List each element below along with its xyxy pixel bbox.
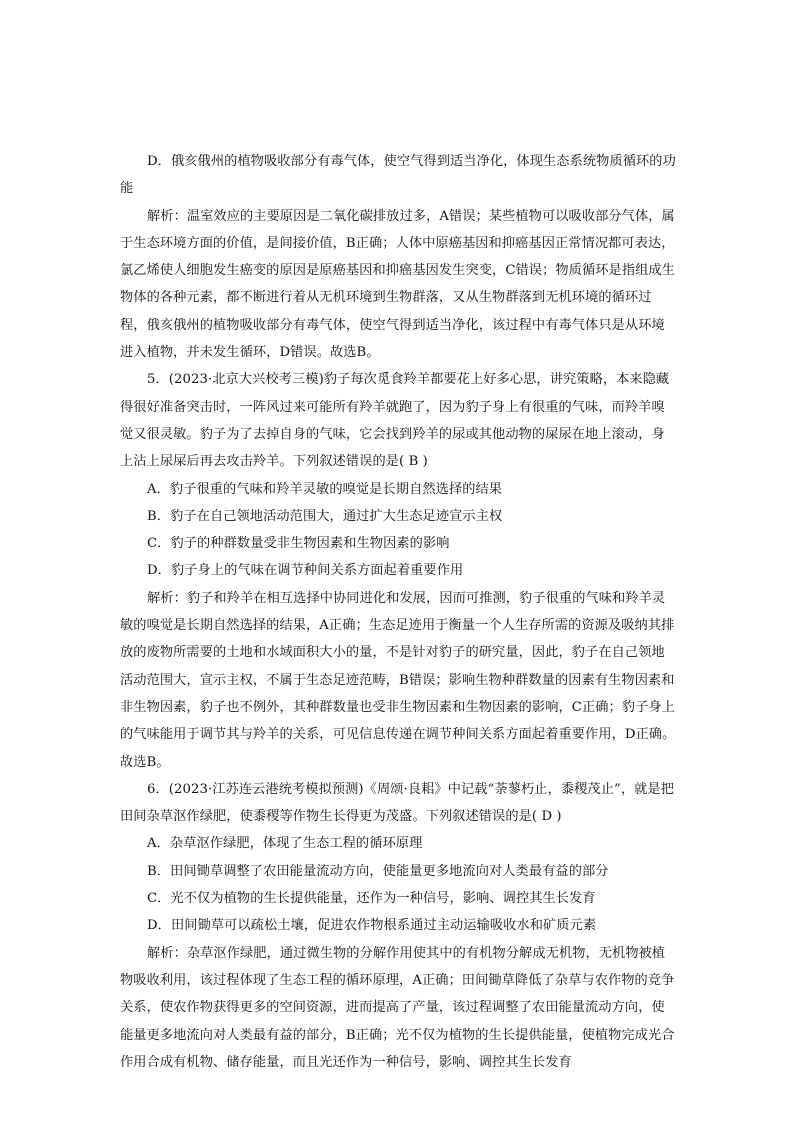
option-d-q6: D．田间锄草可以疏松土壤，促进农作物根系通过主动运输吸收水和矿质元素 xyxy=(147,918,597,934)
explanation-q5: 解析：豹子和羚羊在相互选择中协同进化和发展，因而可推测，豹子很重的气味和羚羊灵敏的嗅觉是长期自然选择的结果，A正确；生态足迹用于衡量一个人生存所需的资源及吸纳其排放的废物所需要的土地和水域面积大小的量，不是针对豹子的研究量，因此，豹子在自己领地活动范围大，宣示主权，不属于生态足迹范畴，B错误；影响生物种群数量的因素有生物因素和非生物因素，豹子也不例外，其种群数量也受非生物因素和生物因素的影响，C正确；豹子身上的气味能用于调节其与羚羊的关系，可见信息传递在调节种间关系方面起着重要作用，D正确。故选B。 xyxy=(120,590,676,770)
option-a-q6: A．杂草沤作绿肥，体现了生态工程的循环原理 xyxy=(147,836,423,852)
option-c-q6: C．光不仅为植物的生长提供能量，还作为一种信号，影响、调控其生长发育 xyxy=(147,891,596,907)
option-c-q5: C．豹子的种群数量受非生物因素和生物因素的影响 xyxy=(147,536,450,552)
explanation-q6: 解析：杂草沤作绿肥，通过微生物的分解作用使其中的有机物分解成无机物，无机物被植物吸收利用，该过程体现了生态工程的循环原理，A正确；田间锄草降低了杂草与农作物的竞争关系，使农作物获得更多的空间资源，进而提高了产量，该过程调整了农田能量流动方向，使能量更多地流向对人类最有益的部分，B正确；光不仅为植物的生长提供能量，使植物完成光合作用合成有机物、储存能量，而且光还作为一种信号，影响、调控其生长发育 xyxy=(120,945,675,1070)
document-body xyxy=(120,0,676,1076)
option-b-q5: B．豹子在自己领地活动范围大，通过扩大生态足迹宣示主权 xyxy=(147,508,503,524)
option-b-q6: B．田间锄草调整了农田能量流动方向，使能量更多地流向对人类最有益的部分 xyxy=(147,863,609,879)
explanation-q4: 解析：温室效应的主要原因是二氧化碳排放过多，A错误；某些植物可以吸收部分气体，属于生态环境方面的价值，是间接价值，B正确；人体中原癌基因和抑癌基因正常情况都可表达，氯乙烯使人细胞发生癌变的原因是原癌基因和抑癌基因发生突变，C错误；物质循环是指组成生物体的各种元素，都不断进行着从无机环境到生物群落，又从生物群落到无机环境的循环过程，俄亥俄州的植物吸收部分有毒气体，使空气得到适当净化，该过程中有毒气体只是从环境进入植物，并未发生循环，D错误。故选B。 xyxy=(120,208,675,361)
option-a-q5: A．豹子很重的气味和羚羊灵敏的嗅觉是长期自然选择的结果 xyxy=(147,481,503,497)
option-d-q4: D．俄亥俄州的植物吸收部分有毒气体，使空气得到适当净化，体现生态系统物质循环的功能 xyxy=(120,154,676,197)
question-6-stem: 6．(2023·江苏连云港统考模拟预测)《周颂·良耜》中记载“荼蓼朽止，黍稷茂止”，就是把田间杂草沤作绿肥，使黍稷等作物生长得更为茂盛。下列叙述错误的是( D ) xyxy=(120,781,674,825)
question-5-stem: 5．(2023·北京大兴校考三模)豹子每次觅食羚羊都要花上好多心思，讲究策略，本来隐藏得很好准备突击时，一阵风过来可能所有羚羊就跑了，因为豹子身上有很重的气味，而羚羊嗅觉又很灵敏。豹子为了去掉自身的气味，它会找到羚羊的尿或其他动物的屎尿在地上滚动，身上沾上尿屎后再去攻击羚羊。下列叙述错误的是( B ) xyxy=(120,372,670,470)
option-d-q5: D．豹子身上的气味在调节种间关系方面起着重要作用 xyxy=(147,563,464,579)
